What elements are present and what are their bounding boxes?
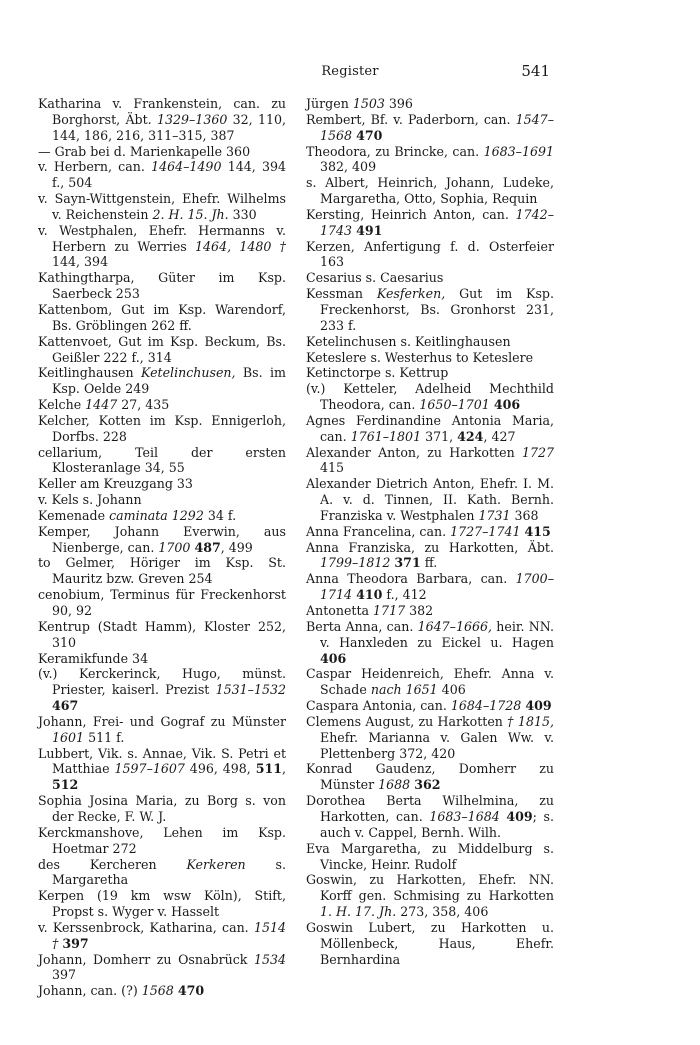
- index-entry: [306, 112, 554, 144]
- index-entry: [38, 476, 286, 492]
- entry-text: Rembert, Bf. v. Paderborn, can.: [306, 111, 516, 127]
- entry-text: 410: [356, 587, 383, 603]
- index-entry: [38, 492, 286, 508]
- index-entry: [306, 413, 554, 445]
- entry-text: ; s. auch v. Cappel, Bernh. Wilh.: [320, 808, 554, 840]
- entry-text: 1650–1701: [419, 397, 490, 413]
- entry-text: 1647–1666,: [417, 618, 492, 634]
- entry-text: Theodora, zu Brincke, can.: [306, 143, 484, 159]
- entry-text: 27, 435: [117, 397, 170, 413]
- entry-text: 32, 110, 144, 186, 216, 311–315, 387: [52, 111, 286, 143]
- entry-text: 1683–1684: [429, 808, 500, 824]
- entry-text: Kemper, Johann Everwin, aus Nienberge, can.: [38, 523, 286, 555]
- entry-text: Kessman: [306, 286, 377, 302]
- entry-text: 1329–1360: [156, 111, 228, 127]
- entry-text: Kerkeren: [186, 856, 246, 872]
- entry-text: Kesferken,: [376, 286, 446, 302]
- index-entry: [38, 524, 286, 556]
- entry-text: 406: [437, 682, 466, 698]
- index-entry: [38, 793, 286, 825]
- entry-text: Ketelinchusen s. Keitlinghausen: [306, 333, 511, 349]
- index-entry: [306, 365, 554, 381]
- entry-text: Keteslere s. Westerhus to Keteslere: [306, 349, 534, 365]
- entry-text: 368: [510, 507, 539, 523]
- entry-text: Kerpen (19 km wsw Köln), Stift, Propst s. Wyger v. Hasselt: [38, 888, 286, 920]
- entry-text: Dorothea Berta Wilhelmina, zu Harkotten, can.: [306, 793, 554, 824]
- entry-text: 491: [356, 222, 383, 238]
- entry-text: Caspara Antonia, can.: [306, 698, 451, 714]
- entry-text: 1514 †: [52, 919, 286, 951]
- entry-text: 512: [52, 777, 79, 793]
- entry-text: 470: [356, 127, 383, 143]
- entry-text: Ketelinchusen,: [141, 365, 236, 381]
- entry-text: Bs. im Ksp. Oelde 249: [52, 365, 286, 397]
- entry-text: Keitlinghausen: [38, 365, 141, 381]
- running-title: Register: [321, 64, 379, 79]
- entry-text: Alexander Anton, zu Harkotten: [306, 444, 522, 460]
- entry-text: 1683–1691: [483, 143, 554, 159]
- index-entry: [306, 207, 554, 239]
- entry-text: 1464, 1480 †: [195, 238, 286, 254]
- entry-text: v. Westphalen, Ehefr. Hermanns v. Herbern zu Werries: [38, 222, 286, 254]
- index-entry: [306, 175, 554, 207]
- index-entry: [306, 239, 554, 271]
- index-entry: [306, 841, 554, 873]
- index-entry: [38, 365, 286, 397]
- entry-text: 1700: [158, 539, 191, 555]
- index-entry: [306, 476, 554, 524]
- entry-text: 409: [525, 698, 552, 714]
- entry-text: , 427: [483, 428, 516, 444]
- entry-text: Clemens August, zu Harkotten: [306, 713, 508, 729]
- entry-text: 487: [194, 539, 221, 555]
- entry-text: Konrad Gaudenz, Domherr zu Münster: [306, 761, 554, 793]
- entry-text: 415: [320, 460, 345, 476]
- entry-text: Anna Franziska, zu Harkotten, Äbt.: [306, 539, 554, 555]
- entry-text: Kemenade: [38, 507, 110, 523]
- index-entry: [306, 793, 554, 841]
- entry-text: Johann, Domherr zu Osnabrück: [38, 951, 254, 967]
- index-entry: [306, 270, 554, 286]
- entry-text: † 1815,: [507, 713, 554, 729]
- entry-text: 382, 409: [320, 159, 377, 175]
- entry-text: v. Herbern, can.: [38, 159, 152, 175]
- entry-text: 511: [255, 761, 282, 777]
- entry-text: 1531–1532: [215, 682, 286, 698]
- index-entry: [38, 413, 286, 445]
- entry-text: Goswin Lubert, zu Harkotten u. Möllenbeck, Haus, Ehefr. Bernhardina: [306, 919, 554, 967]
- entry-text: Kerckmanshove, Lehen im Ksp. Hoetmar 272: [38, 824, 286, 856]
- entry-text: cellarium, Teil der ersten Klosteranlage 34, 55: [38, 444, 286, 476]
- index-entry: [38, 96, 286, 144]
- entry-text: 1464–1490: [151, 159, 222, 175]
- index-entry: [38, 445, 286, 477]
- entry-text: 1684–1728: [450, 698, 522, 714]
- entry-text: 424: [457, 428, 484, 444]
- index-entry: [38, 857, 286, 889]
- entry-text: 1597–1607: [114, 761, 185, 777]
- entry-text: Katharina v. Frankenstein, can. zu Borghorst, Äbt.: [38, 96, 286, 127]
- entry-text: 467: [52, 698, 79, 714]
- index-entry: [306, 381, 554, 413]
- entry-text: Cesarius s. Caesarius: [306, 270, 444, 286]
- entry-text: 409: [506, 808, 533, 824]
- entry-text: Goswin, zu Harkotten, Ehefr. NN. Korff gen. Schmising zu Harkotten: [306, 872, 554, 904]
- index-entry: [38, 888, 286, 920]
- entry-text: s. Albert, Heinrich, Johann, Ludeke, Margaretha, Otto, Sophia, Requin: [306, 175, 554, 207]
- index-entry: [38, 270, 286, 302]
- index-entry: [38, 191, 286, 223]
- entry-text: 470: [177, 983, 205, 999]
- index-entry: [306, 286, 554, 334]
- entry-text: 1742–1743: [320, 206, 554, 238]
- index-entry: [38, 666, 286, 714]
- entry-text: Kattenvoet, Gut im Ksp. Beckum, Bs. Geißler 222 f., 314: [38, 333, 286, 365]
- index-entry: [306, 524, 554, 540]
- entry-text: 1700–1714: [320, 571, 554, 603]
- index-entry: [38, 302, 286, 334]
- index-entry: [306, 698, 554, 714]
- entry-text: des Kercheren: [38, 856, 187, 872]
- entry-text: Keller am Kreuzgang 33: [38, 476, 193, 492]
- entry-text: Anna Theodora Barbara, can.: [306, 571, 516, 587]
- entry-text: 1568: [141, 983, 174, 999]
- entry-text: Keramikfunde 34: [38, 650, 149, 666]
- index-column-left: [38, 96, 286, 999]
- entry-text: nach 1651: [370, 682, 438, 698]
- index-entry: [38, 397, 286, 413]
- entry-text: 396: [384, 96, 413, 111]
- entry-text: cenobium, Terminus für Freckenhorst 90, 92: [38, 587, 286, 618]
- index-entry: [38, 920, 286, 952]
- entry-text: 382: [405, 603, 434, 618]
- entry-text: 1761–1801: [350, 428, 422, 444]
- index-entry: [306, 445, 554, 477]
- entry-text: ,: [281, 761, 286, 777]
- entry-text: Johann, can. (?): [38, 983, 142, 999]
- index-entry: [38, 223, 286, 271]
- index-column-right: [306, 96, 554, 967]
- entry-text: 1503: [352, 96, 385, 111]
- entry-text: 371: [394, 555, 421, 571]
- entry-text: 496, 498,: [184, 761, 256, 777]
- index-entry: [306, 96, 554, 112]
- index-entry: [38, 619, 286, 651]
- entry-text: Jürgen: [306, 96, 353, 111]
- entry-text: heir. NN. v. Hanxleden zu Eickel u. Hagen: [320, 618, 554, 650]
- entry-text: v. Kels s. Johann: [38, 492, 142, 508]
- index-entry: [306, 666, 554, 698]
- index-entry: [38, 651, 286, 667]
- entry-text: Kattenbom, Gut im Ksp. Warendorf, Bs. Gröblingen 262 ff.: [38, 301, 286, 333]
- index-entry: [38, 825, 286, 857]
- entry-text: Alexander Dietrich Anton, Ehefr. I. M. A. v. d. Tinnen, II. Kath. Bernh. Franziska v. Westphalen: [306, 476, 554, 523]
- page-number: 541: [521, 62, 550, 80]
- entry-text: 1447: [85, 397, 118, 413]
- entry-text: Kathingtharpa, Güter im Ksp. Saerbeck 253: [38, 270, 286, 302]
- entry-text: s. Margaretha: [52, 856, 286, 888]
- entry-text: 1731: [478, 507, 511, 523]
- index-entry: [306, 714, 554, 762]
- entry-text: 406: [493, 397, 521, 413]
- index-entry: [306, 334, 554, 350]
- entry-text: 1727–1741: [450, 523, 521, 539]
- entry-text: 397: [52, 967, 77, 983]
- entry-text: 1799–1812: [320, 555, 391, 571]
- entry-text: 273, 358, 406: [396, 904, 489, 920]
- index-entry: [38, 714, 286, 746]
- index-entry: [38, 746, 286, 794]
- entry-text: Agnes Ferdinandine Antonia Maria, can.: [306, 412, 554, 444]
- entry-text: 1688: [378, 777, 411, 793]
- entry-text: Eva Margaretha, zu Middelburg s. Vincke, Heinr. Rudolf: [306, 840, 554, 872]
- entry-text: 144, 394 f., 504: [52, 159, 286, 191]
- entry-text: Johann, Frei- und Gograf zu Münster: [38, 713, 286, 729]
- entry-text: 511 f.: [84, 729, 125, 745]
- entry-text: 415: [524, 523, 551, 539]
- entry-text: 1547–1568: [320, 111, 554, 143]
- entry-text: f., 412: [382, 587, 427, 603]
- entry-text: 397: [62, 935, 89, 951]
- entry-text: Sophia Josina Maria, zu Borg s. von der Recke, F. W. J.: [38, 793, 286, 824]
- index-entry: [38, 508, 286, 524]
- index-entry: [38, 587, 286, 619]
- index-entry: [38, 555, 286, 587]
- entry-text: 34 f.: [203, 507, 237, 523]
- index-entry: [38, 983, 286, 999]
- entry-text: Ehefr. Marianna v. Galen Ww. v. Plettenberg 372, 420: [320, 729, 554, 761]
- entry-text: , 499: [220, 539, 253, 555]
- index-entry: [306, 920, 554, 968]
- index-entry: [306, 144, 554, 176]
- entry-text: 1727: [521, 444, 554, 460]
- index-entry: [306, 603, 554, 619]
- index-entry: [38, 334, 286, 366]
- entry-text: caminata 1292: [109, 507, 204, 523]
- entry-text: 1534: [253, 951, 286, 967]
- entry-text: Kerzen, Anfertigung f. d. Osterfeier 163: [306, 238, 554, 270]
- entry-text: Gut im Ksp. Freckenhorst, Bs. Gronhorst 231, 233 f.: [320, 286, 554, 333]
- entry-text: Lubbert, Vik. s. Annae, Vik. S. Petri et Matthiae: [38, 745, 286, 777]
- entry-text: 2. H. 15. Jh.: [152, 206, 229, 222]
- entry-text: — Grab bei d. Marienkapelle 360: [38, 143, 251, 159]
- index-entry: [306, 619, 554, 667]
- entry-text: Anna Francelina, can.: [306, 523, 451, 539]
- entry-text: v. Kerssenbrock, Katharina, can.: [38, 919, 254, 935]
- entry-text: Antonetta: [306, 603, 374, 618]
- entry-text: Ketinctorpe s. Kettrup: [306, 365, 449, 381]
- entry-text: 1717: [373, 603, 406, 618]
- entry-text: Caspar Heidenreich, Ehefr. Anna v. Schade: [306, 666, 554, 698]
- index-entry: [306, 761, 554, 793]
- entry-text: 330: [228, 206, 257, 222]
- index-entry: [306, 872, 554, 920]
- entry-text: (v.) Ketteler, Adelheid Mechthild Theodora, can.: [306, 381, 554, 413]
- entry-text: 371,: [421, 428, 458, 444]
- entry-text: Kelche: [38, 397, 86, 413]
- entry-text: 1601: [52, 729, 85, 745]
- entry-text: to Gelmer, Höriger im Ksp. St. Mauritz bzw. Greven 254: [38, 555, 286, 587]
- entry-text: 362: [414, 777, 441, 793]
- entry-text: Kentrup (Stadt Hamm), Kloster 252, 310: [38, 618, 286, 650]
- index-entry: [38, 144, 286, 160]
- page-header: [0, 62, 700, 86]
- entry-text: Kelcher, Kotten im Ksp. Ennigerloh, Dorfbs. 228: [38, 412, 286, 444]
- entry-text: ff.: [420, 555, 438, 571]
- index-entry: [306, 540, 554, 572]
- entry-text: 144, 394: [52, 254, 109, 270]
- entry-text: v. Sayn-Wittgenstein, Ehefr. Wilhelms v. Reichenstein: [38, 191, 286, 222]
- entry-text: (v.) Kerckerinck, Hugo, münst. Priester, kaiserl. Prezist: [38, 666, 286, 698]
- index-entry: [38, 159, 286, 191]
- entry-text: 406: [320, 650, 347, 666]
- entry-text: Kersting, Heinrich Anton, can.: [306, 206, 516, 222]
- index-entry: [306, 571, 554, 603]
- entry-text: Berta Anna, can.: [306, 618, 418, 634]
- entry-text: 1. H. 17. Jh.: [320, 904, 397, 920]
- index-entry: [306, 350, 554, 366]
- index-entry: [38, 952, 286, 984]
